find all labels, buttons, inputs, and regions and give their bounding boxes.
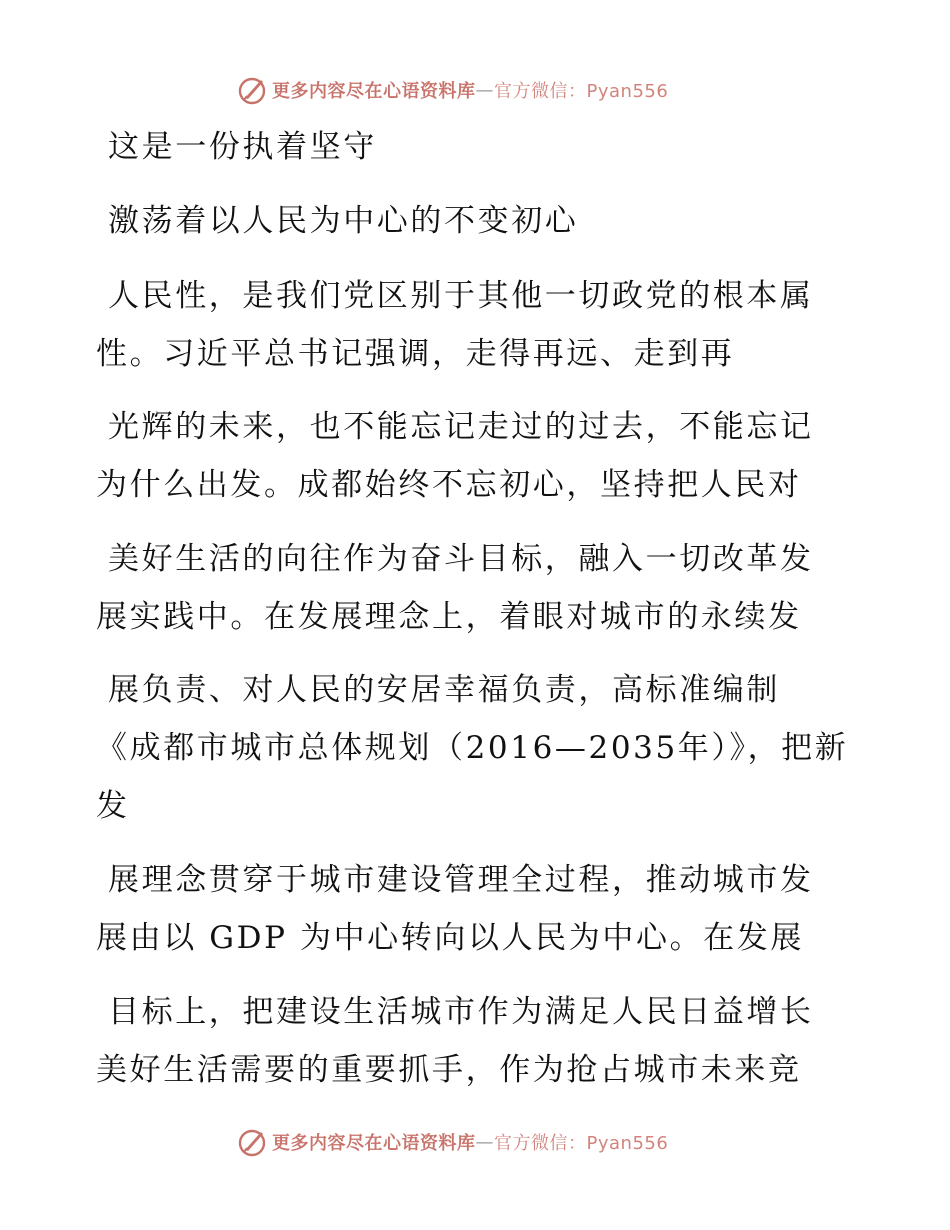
quill-logo-icon	[236, 74, 268, 106]
text-line: 性。习近平总书记强调，走得再远、走到再	[96, 336, 735, 372]
text-line: 美好生活的向往作为奋斗目标，融入一切改革发	[108, 541, 814, 577]
watermark-brand: 更多内容尽在心语资料库	[272, 81, 476, 102]
watermark-brand: 更多内容尽在心语资料库	[272, 1133, 476, 1154]
watermark-wechat: 官方微信：Pyan556	[494, 81, 669, 102]
watermark-separator: —	[475, 1131, 494, 1153]
text-line: 激荡着以人民为中心的不变初心	[108, 203, 579, 239]
text-line: 为什么出发。成都始终不忘初心，坚持把人民对	[96, 467, 802, 503]
text-line: 展理念贯穿于城市建设管理全过程，推动城市发	[108, 862, 814, 898]
text-line: 人民性，是我们党区别于其他一切政党的根本属	[108, 278, 814, 314]
header-watermark	[236, 73, 668, 107]
text-line: 展实践中。在发展理念上，着眼对城市的永续发	[96, 599, 802, 635]
text-line: 展由以 GDP 为中心转向以人民为中心。在发展	[96, 920, 804, 956]
quill-logo-icon	[236, 1126, 268, 1158]
text-line: 目标上，把建设生活城市作为满足人民日益增长	[108, 994, 814, 1030]
text-line: 《成都市城市总体规划（2016—2035年）》，把新	[96, 730, 849, 766]
text-line: 光辉的未来，也不能忘记走过的过去，不能忘记	[108, 409, 814, 445]
watermark-separator: —	[475, 79, 494, 101]
text-line: 美好生活需要的重要抓手，作为抢占城市未来竞	[96, 1052, 802, 1088]
text-line: 这是一份执着坚守	[108, 129, 377, 165]
footer-watermark	[236, 1125, 668, 1159]
watermark-wechat: 官方微信：Pyan556	[494, 1133, 669, 1154]
text-line: 发	[96, 788, 130, 824]
text-line: 展负责、对人民的安居幸福负责，高标准编制	[108, 672, 780, 708]
